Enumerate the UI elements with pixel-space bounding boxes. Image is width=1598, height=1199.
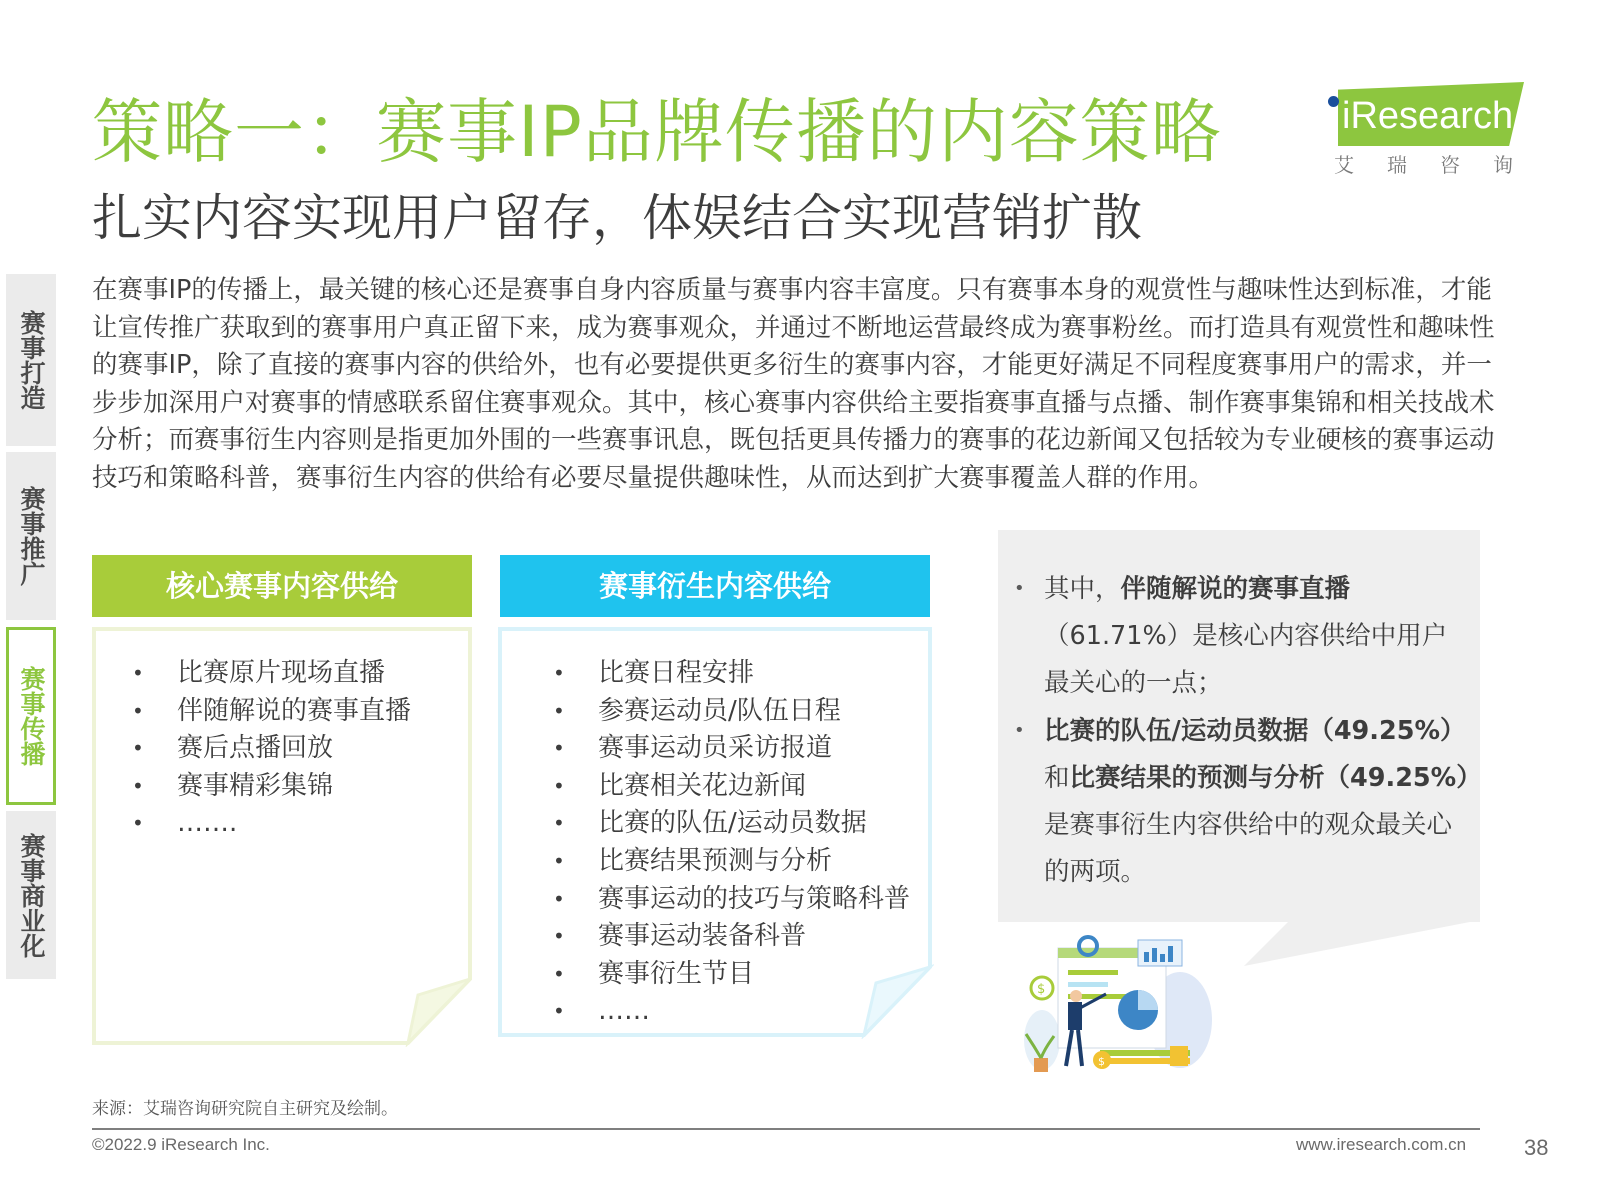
logo-brand-text: iResearch <box>1342 95 1514 137</box>
insight-line <box>1044 755 1482 802</box>
insight-callout-tail <box>1244 920 1480 966</box>
side-tab-event-communication[interactable] <box>6 627 56 805</box>
svg-text:$: $ <box>1037 982 1046 997</box>
side-tab-event-commercialization[interactable] <box>6 811 56 979</box>
bullet-icon: • <box>1014 720 1025 741</box>
insight-highlight: 比赛的队伍/运动员数据（49.25%） <box>1044 716 1466 746</box>
list-item: • 比赛原片现场直播 <box>92 655 411 693</box>
derived-column-header: 赛事衍生内容供给 <box>500 555 930 617</box>
core-column-header: 核心赛事内容供给 <box>92 555 472 617</box>
insight-line: 最关心的一点； <box>1044 668 1223 698</box>
svg-text:$: $ <box>1098 1055 1105 1068</box>
core-column-box <box>92 627 474 1047</box>
list-item: • 赛事运动的技巧与策略科普 <box>513 881 910 919</box>
list-item: • 赛事衍生节目 <box>513 956 910 994</box>
list-item: • 赛事精彩集锦 <box>92 768 411 806</box>
list-item: • ……. <box>92 805 411 843</box>
derived-column-box <box>498 627 934 1039</box>
insight-text-fragment: 其中， <box>1044 574 1121 604</box>
derived-items-list <box>513 655 910 1031</box>
list-item: • 赛后点播回放 <box>92 730 411 768</box>
intro-paragraph: 在赛事IP的传播上，最关键的核心还是赛事自身内容质量与赛事内容丰富度。只有赛事本身的观赏性与趣味性达到标准，才能让宣传推广获取到的赛事用户真正留下来，成为赛事观众，并通过不断地运营最终成为赛事粉丝。而打造具有观赏性和趣味性的赛事IP，除了直接的赛事内容的供给外，也有必要提供更多衍生的赛事内容，才能更好满足不同程度赛事用户的需求，并一步步加深用户对赛事的情感联系留住赛事观众。其中，核心赛事内容供给主要指赛事直播与点播、制作赛事集锦和相关技战术分析；而赛事衍生内容则是指更加外围的一些赛事讯息，既包括更具传播力的赛事的花边新闻又包括较为专业硬核的赛事运动技巧和策略科普，赛事衍生内容的供给有必要尽量提供趣味性，从而达到扩大赛事覆盖人群的作用。 <box>92 275 1495 493</box>
website-link[interactable]: www.iresearch.com.cn <box>1296 1135 1467 1154</box>
insight-highlight: 伴随解说的赛事直播 <box>1120 574 1351 604</box>
list-item: • 伴随解说的赛事直播 <box>92 693 411 731</box>
insight-line: （61.71%）是核心内容供给中用户 <box>1044 621 1448 651</box>
side-tab-label: 赛事推广 <box>17 486 46 586</box>
side-tab-label: 赛事打造 <box>17 310 46 410</box>
list-item: • 比赛日程安排 <box>513 655 910 693</box>
page-subtitle: 扎实内容实现用户留存，体娱结合实现营销扩散 <box>92 189 1142 247</box>
insight-text-fragment: 和 <box>1044 763 1070 793</box>
list-item: • 比赛的队伍/运动员数据 <box>513 805 910 843</box>
bullet-icon: • <box>1014 578 1025 599</box>
logo-dot-icon <box>1328 96 1339 107</box>
copyright: ©2022.9 iResearch Inc. <box>92 1135 270 1154</box>
logo-brand-cn: 艾瑞咨询 <box>1334 153 1546 177</box>
list-item: • 赛事运动员采访报道 <box>513 730 910 768</box>
list-item: • 参赛运动员/队伍日程 <box>513 693 910 731</box>
iresearch-logo <box>1328 82 1546 182</box>
footer-divider <box>92 1128 1480 1130</box>
side-tab-event-creation[interactable] <box>6 274 56 446</box>
insight-highlight: 比赛结果的预测与分析（49.25%） <box>1069 763 1482 793</box>
page-title: 策略一：赛事IP品牌传播的内容策略 <box>92 91 1222 173</box>
page-number: 38 <box>1524 1135 1549 1160</box>
side-tab-label: 赛事传播 <box>17 666 46 766</box>
list-item: • 比赛相关花边新闻 <box>513 768 910 806</box>
insight-text <box>998 566 1480 906</box>
list-item: • …… <box>513 993 910 1031</box>
insight-line: 是赛事衍生内容供给中的观众最关心 <box>1044 810 1453 840</box>
source-note: 来源：艾瑞咨询研究院自主研究及绘制。 <box>92 1099 398 1119</box>
list-item: • 比赛结果预测与分析 <box>513 843 910 881</box>
side-tab-event-promotion[interactable] <box>6 452 56 620</box>
list-item: • 赛事运动装备科普 <box>513 918 910 956</box>
business-analysis-illustration <box>1020 930 1230 1080</box>
side-tab-label: 赛事商业化 <box>17 832 46 958</box>
core-items-list <box>92 655 411 843</box>
insight-line <box>1044 566 1350 613</box>
insight-line: 的两项。 <box>1044 857 1147 887</box>
